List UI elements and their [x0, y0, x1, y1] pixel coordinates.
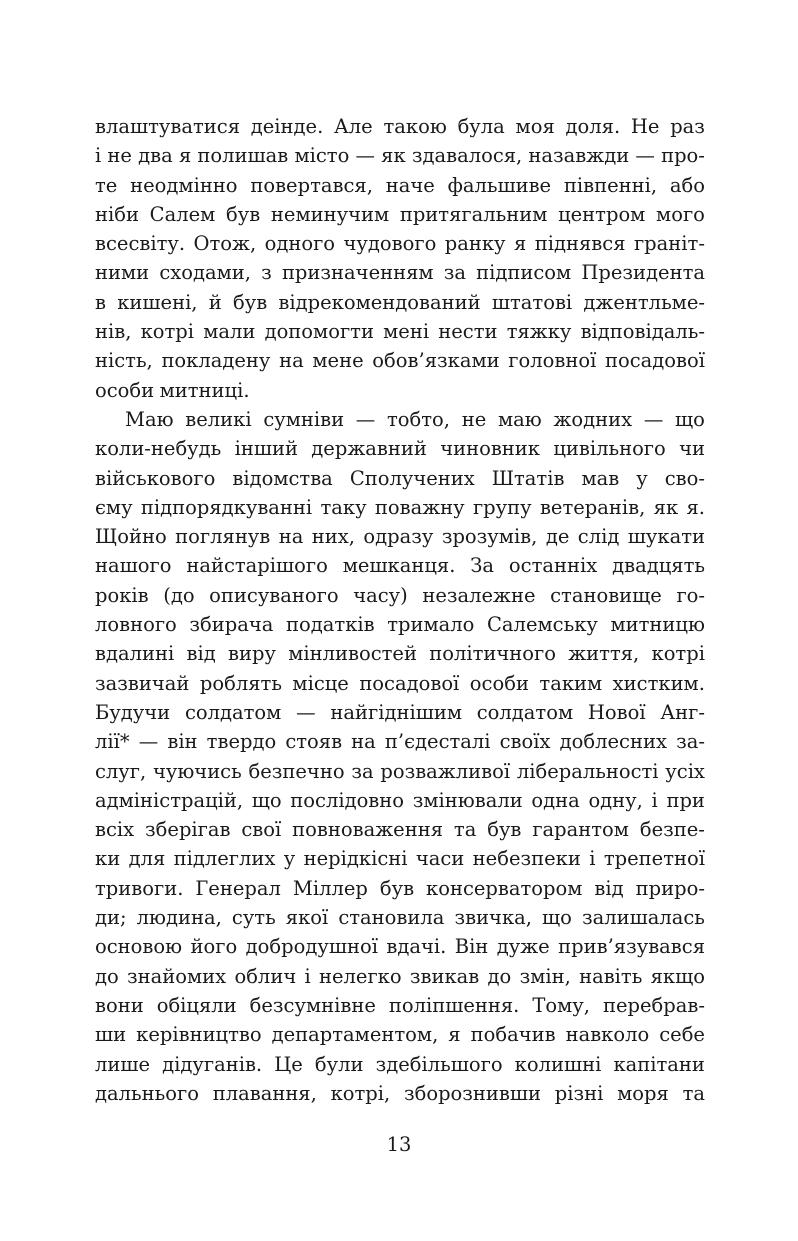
text-line: дальнього плавання, котрі, зборознивши різні моря та — [95, 1081, 705, 1105]
text-line: Маю великі сумніви — тобто, не маю жодних — що — [125, 407, 705, 431]
text-line: особи митниці. — [95, 378, 250, 402]
text-line: і не два я полишав місто — як здавалося, назавжди — про- — [95, 144, 705, 168]
text-line: зазвичай роблять місце посадової особи таким хистким. — [95, 671, 705, 695]
text-line: всесвіту. Отож, одного чудового ранку я піднявся граніт- — [95, 232, 705, 256]
paragraph — [95, 405, 705, 1108]
text-line: ніби Салем був неминучим притягальним центром мого — [95, 202, 705, 226]
text-line: лише дідуганів. Це були здебільшого колишні капітани — [95, 1052, 705, 1076]
text-line: єму підпорядкуванні таку поважну групу ветеранів, як я. — [95, 495, 705, 519]
paragraph — [95, 112, 705, 405]
text-line: ними сходами, з призначенням за підписом Президента — [95, 261, 705, 285]
text-line: років (до описуваного часу) незалежне становище го- — [95, 583, 705, 607]
text-line: лії* — він твердо стояв на п’єдесталі своїх доблесних за- — [95, 730, 705, 754]
text-line: в кишені, й був відрекомендований штатові джентльме- — [95, 290, 705, 314]
text-line: всіх зберігав свої повноваження та був гарантом безпе- — [95, 818, 705, 842]
text-line: слуг, чуючись безпечно за розважливої ліберальності усіх — [95, 759, 705, 783]
text-line: тривоги. Генерал Міллер був консерватором від приро- — [95, 876, 705, 900]
text-line: Щойно поглянув на них, одразу зрозумів, де слід шукати — [95, 525, 705, 549]
text-line: нашого найстарішого мешканця. За останніх двадцять — [95, 554, 705, 578]
text-line: ловного збирача податків тримало Салемську митницю — [95, 613, 705, 637]
text-line: ди; людина, суть якої становила звичка, що залишалась — [95, 906, 705, 930]
body-text — [95, 112, 705, 1108]
page-number: 13 — [386, 1133, 412, 1156]
text-line: Будучи солдатом — найгіднішим солдатом Нової Анг- — [95, 700, 705, 724]
text-line: вдалині від виру мінливостей політичного життя, котрі — [95, 642, 705, 666]
text-line: коли-небудь інший державний чиновник цивільного чи — [95, 437, 705, 461]
text-line: ність, покладену на мене обов’язками головної посадової — [95, 349, 705, 373]
text-line: нів, котрі мали допомогти мені нести тяжку відповідаль- — [95, 320, 705, 344]
text-line: військового відомства Сполучених Штатів мав у сво- — [95, 466, 705, 490]
text-line: те неодмінно повертався, наче фальшиве півпенні, або — [95, 173, 705, 197]
text-line: ши керівництво департаментом, я побачив навколо себе — [95, 1023, 705, 1047]
text-line: влаштуватися деінде. Але такою була моя доля. Не раз — [95, 115, 705, 138]
text-line: до знайомих облич і нелегко звикав до змін, навіть якщо — [95, 964, 705, 988]
text-line: вони обіцяли безсумнівне поліпшення. Тому, перебрав- — [95, 993, 705, 1017]
text-line: основою його добродушної вдачі. Він дуже прив’язувався — [95, 935, 705, 959]
text-line: адміністрацій, що послідовно змінювали одна одну, і при — [95, 788, 705, 812]
text-line: ки для підлеглих у нерідкісні часи небезпеки і трепетної — [95, 847, 705, 871]
